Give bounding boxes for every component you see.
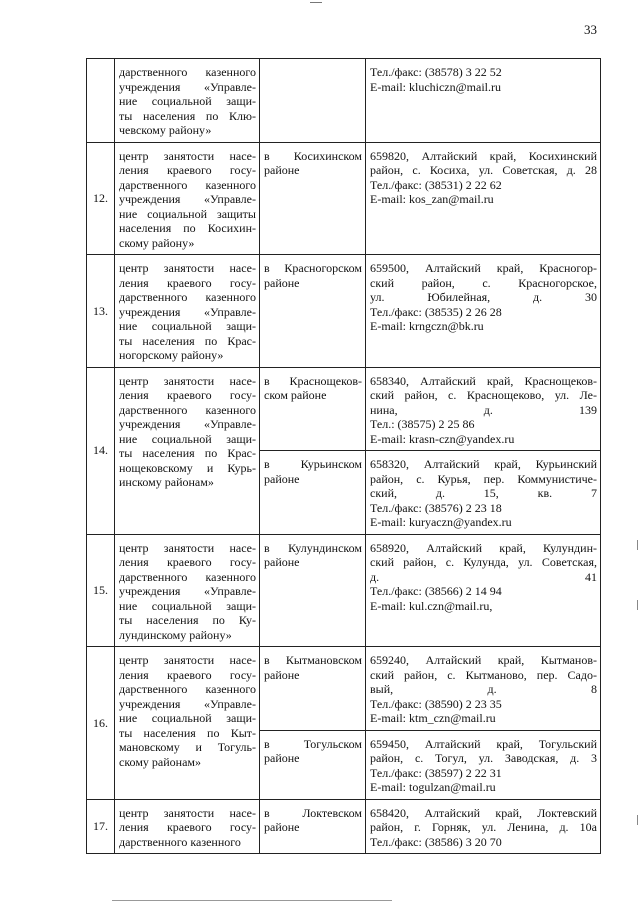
area-line: в Кытмановском [264, 653, 362, 667]
contact-line: Тел./факс: (38576) 2 23 18 [370, 500, 502, 515]
area-line: в Кулундинском [264, 540, 362, 555]
organization-line: учреждения «Управле- [119, 79, 256, 94]
organization-line: ногорскому району» [119, 348, 224, 362]
contact-line: Тел./факс: (38597) 2 22 31 [370, 765, 502, 780]
contact-line: д. 41 [370, 569, 597, 584]
organization-line: лундинскому району» [119, 627, 232, 642]
contact-line: E-mail: togulzan@mail.ru [370, 780, 496, 794]
organization-cell [115, 647, 260, 800]
contact-line: Тел.: (38575) 2 25 86 [370, 417, 475, 431]
organization-line: центр занятости насе- [119, 805, 256, 820]
contact-line: E-mail: krngczn@bk.ru [370, 319, 484, 333]
contact-line: E-mail: ktm_czn@mail.ru [370, 711, 496, 725]
contact-line: E-mail: kuryaczn@yandex.ru [370, 515, 512, 529]
row-number: 16. [87, 647, 115, 800]
contacts-cell [366, 142, 601, 255]
organization-line: нощековскому и Курь- [119, 460, 256, 475]
contacts-cell [366, 647, 601, 731]
organization-line: ления краевого госу- [119, 388, 256, 402]
organization-line: мановскому и Тогуль- [119, 740, 256, 754]
organization-line: учреждения «Управле- [119, 304, 256, 319]
margin-mark [637, 815, 638, 825]
organization-line: дарственного казенного [119, 402, 256, 417]
contact-line: район, с. Тогул, ул. Заводская, д. 3 [370, 751, 597, 765]
contact-line: Тел./факс: (38586) 3 20 70 [370, 834, 502, 849]
organization-line: ние социальной защиты [119, 206, 256, 221]
contact-line: 659500, Алтайский край, Красногор- [370, 261, 597, 275]
area-cell [260, 799, 366, 854]
contact-line: E-mail: kul.czn@mail.ru, [370, 598, 493, 613]
area-line: районе [264, 163, 300, 177]
contact-line: ул. Юбилейная, д. 30 [370, 290, 597, 304]
contact-line: 658420, Алтайский край, Локтевский [370, 805, 597, 820]
organization-line: дарственного казенного [119, 290, 256, 304]
contact-line: 658320, Алтайский край, Курьинский [370, 457, 597, 471]
area-cell [260, 59, 366, 143]
contact-line: ский район, с. Красногорское, [370, 275, 597, 290]
row-number: 13. [87, 255, 115, 368]
organization-line: ления краевого госу- [119, 275, 256, 290]
bottom-rule [112, 900, 392, 901]
contact-line: ский, д. 15, кв. 7 [370, 486, 597, 500]
contact-line: район, г. Горняк, ул. Ленина, д. 10а [370, 820, 597, 834]
organization-cell [115, 534, 260, 647]
organization-line: ления краевого госу- [119, 667, 256, 682]
contact-line: 659240, Алтайский край, Кытманов- [370, 653, 597, 667]
organization-line: ние социальной защи- [119, 598, 256, 613]
contact-line: ский район, с. Краснощеково, ул. Ле- [370, 388, 597, 402]
contact-line: 658340, Алтайский край, Краснощеков- [370, 373, 597, 388]
organization-line: центр занятости насе- [119, 148, 256, 163]
table-row [87, 534, 601, 647]
table-body [87, 59, 601, 854]
area-line: в Локтевском [264, 805, 362, 820]
contacts-cell [366, 255, 601, 368]
row-number: 12. [87, 142, 115, 255]
organization-cell [115, 367, 260, 534]
margin-mark [637, 600, 638, 610]
organization-line: ние социальной защи- [119, 711, 256, 725]
margin-mark [637, 540, 638, 550]
organization-line: скому районам» [119, 754, 202, 769]
organization-line: ты населения по Крас- [119, 446, 256, 460]
organization-cell [115, 142, 260, 255]
organization-line: ления краевого госу- [119, 163, 256, 177]
table-row [87, 647, 601, 731]
contacts-cell [366, 730, 601, 799]
organization-line: чевскому району» [119, 123, 212, 137]
contact-line: Тел./факс: (38566) 2 14 94 [370, 584, 502, 598]
area-line: районе [264, 471, 300, 486]
table-row [87, 367, 601, 451]
area-cell [260, 142, 366, 255]
organization-cell [115, 255, 260, 368]
table-row [87, 799, 601, 854]
contact-line: вый, д. 8 [370, 682, 597, 696]
area-line: районе [264, 275, 300, 290]
contact-line: ский район, с. Кытманово, пер. Садо- [370, 667, 597, 682]
organization-line: учреждения «Управле- [119, 192, 256, 206]
organization-line: населения по Косихин- [119, 221, 256, 235]
area-cell [260, 730, 366, 799]
contact-line: E-mail: krasn-czn@yandex.ru [370, 431, 515, 446]
row-number: 17. [87, 799, 115, 854]
area-cell [260, 647, 366, 731]
organization-line: ние социальной защи- [119, 319, 256, 333]
area-line: ском районе [264, 388, 327, 402]
contact-line: E-mail: kluchiczn@mail.ru [370, 79, 502, 94]
organization-line: ления краевого госу- [119, 820, 256, 834]
row-number: 14. [87, 367, 115, 534]
area-line: районе [264, 751, 300, 765]
organization-line: скому району» [119, 235, 195, 250]
table-row [87, 255, 601, 368]
organization-line: дарственного казенного [119, 682, 256, 696]
organization-line: центр занятости насе- [119, 261, 256, 275]
employment-centers-table [86, 58, 601, 854]
contact-line: нина, д. 139 [370, 402, 597, 417]
contact-line: 659820, Алтайский край, Косихинский [370, 148, 597, 163]
area-cell [260, 255, 366, 368]
area-cell [260, 367, 366, 451]
area-line: в Курьинском [264, 457, 362, 471]
organization-line: ние социальной защи- [119, 431, 256, 446]
page-number: 33 [584, 22, 597, 37]
organization-line: ты населения по Крас- [119, 333, 256, 348]
organization-line: ления краевого госу- [119, 555, 256, 569]
organization-line: дарственного казенного [119, 569, 256, 584]
contact-line: ский район, с. Кулунда, ул. Советская, [370, 555, 597, 569]
contact-line: 658920, Алтайский край, Кулундин- [370, 540, 597, 555]
organization-line: дарственного казенного [119, 177, 256, 192]
organization-cell [115, 799, 260, 854]
organization-line: центр занятости насе- [119, 540, 256, 555]
organization-line: ние социальной защи- [119, 94, 256, 108]
organization-line: центр занятости насе- [119, 373, 256, 388]
area-cell [260, 534, 366, 647]
area-line: в Красногорском [264, 261, 362, 275]
organization-line: дарственного казенного [119, 834, 241, 849]
row-number: 15. [87, 534, 115, 647]
area-line: в Тогульском [264, 736, 362, 751]
organization-line: центр занятости насе- [119, 653, 256, 667]
organization-line: инскому районам» [119, 475, 214, 489]
contact-line: 659450, Алтайский край, Тогульский [370, 736, 597, 751]
contact-line: Тел./факс: (38531) 2 22 62 [370, 177, 502, 192]
organization-cell [115, 59, 260, 143]
contact-line: Тел./факс: (38578) 3 22 52 [370, 65, 502, 79]
contacts-cell [366, 534, 601, 647]
organization-line: учреждения «Управле- [119, 417, 256, 431]
contact-line: Тел./факс: (38590) 2 23 35 [370, 696, 502, 711]
area-line: в Косихинском [264, 148, 362, 163]
organization-line: дарственного казенного [119, 65, 256, 79]
contact-line: E-mail: kos_zan@mail.ru [370, 192, 494, 206]
organization-line: ты населения по Ку- [119, 613, 256, 627]
row-number [87, 59, 115, 143]
contact-line: район, с. Косиха, ул. Советская, д. 28 [370, 163, 597, 177]
contacts-cell [366, 59, 601, 143]
organization-line: ты населения по Кыт- [119, 725, 256, 740]
contacts-cell [366, 799, 601, 854]
area-line: районе [264, 820, 300, 834]
table-row [87, 59, 601, 143]
contact-line: район, с. Курья, пер. Коммунистиче- [370, 471, 597, 486]
area-line: в Краснощеков- [264, 373, 362, 388]
area-line: районе [264, 667, 300, 682]
contacts-cell [366, 367, 601, 451]
organization-line: ты населения по Клю- [119, 108, 256, 123]
area-line: районе [264, 555, 300, 569]
organization-line: учреждения «Управле- [119, 584, 256, 598]
contact-line: Тел./факс: (38535) 2 26 28 [370, 304, 502, 319]
contacts-cell [366, 451, 601, 535]
area-cell [260, 451, 366, 535]
organization-line: учреждения «Управле- [119, 696, 256, 711]
table-row [87, 142, 601, 255]
top-mark [310, 2, 322, 3]
